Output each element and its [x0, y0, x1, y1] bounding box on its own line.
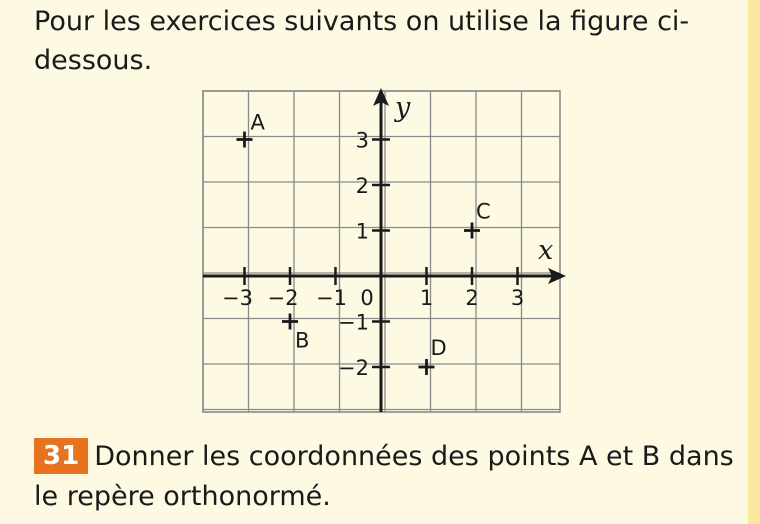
y-tick-label: 3 — [355, 128, 369, 153]
y-tick-label: −1 — [338, 310, 369, 335]
point-a — [237, 111, 266, 148]
x-tick-label: 1 — [419, 286, 434, 310]
x-tick-label: 0 — [360, 286, 374, 310]
x-tick-label: −3 — [222, 286, 253, 310]
y-tick-label: 2 — [355, 174, 369, 198]
exercise-number-badge: 31 — [34, 438, 88, 474]
x-tick-label: 2 — [465, 286, 479, 310]
y-tick-label: 1 — [355, 219, 369, 244]
point-b — [282, 314, 309, 353]
exercise-text: Donner les coordonnées des points A et B dans le repère orthonormé. — [34, 441, 734, 512]
point-label: C — [476, 199, 491, 224]
point-label: B — [295, 328, 310, 353]
intro-text: Pour les exercices suivants on utilise la figure ci-dessous. — [34, 6, 690, 76]
point-c — [464, 200, 491, 239]
x-tick-label: −2 — [267, 286, 299, 310]
x-tick-label: 3 — [510, 286, 525, 310]
point-label: A — [250, 110, 265, 135]
point-label: D — [430, 336, 447, 360]
exercise-31 — [34, 437, 746, 517]
point-d — [419, 336, 447, 375]
x-tick-label: −1 — [316, 286, 347, 310]
y-tick-label: −2 — [338, 356, 369, 380]
x-axis-label: x — [538, 235, 554, 266]
axis-ticks — [222, 92, 553, 380]
y-axis-label: y — [395, 92, 411, 123]
